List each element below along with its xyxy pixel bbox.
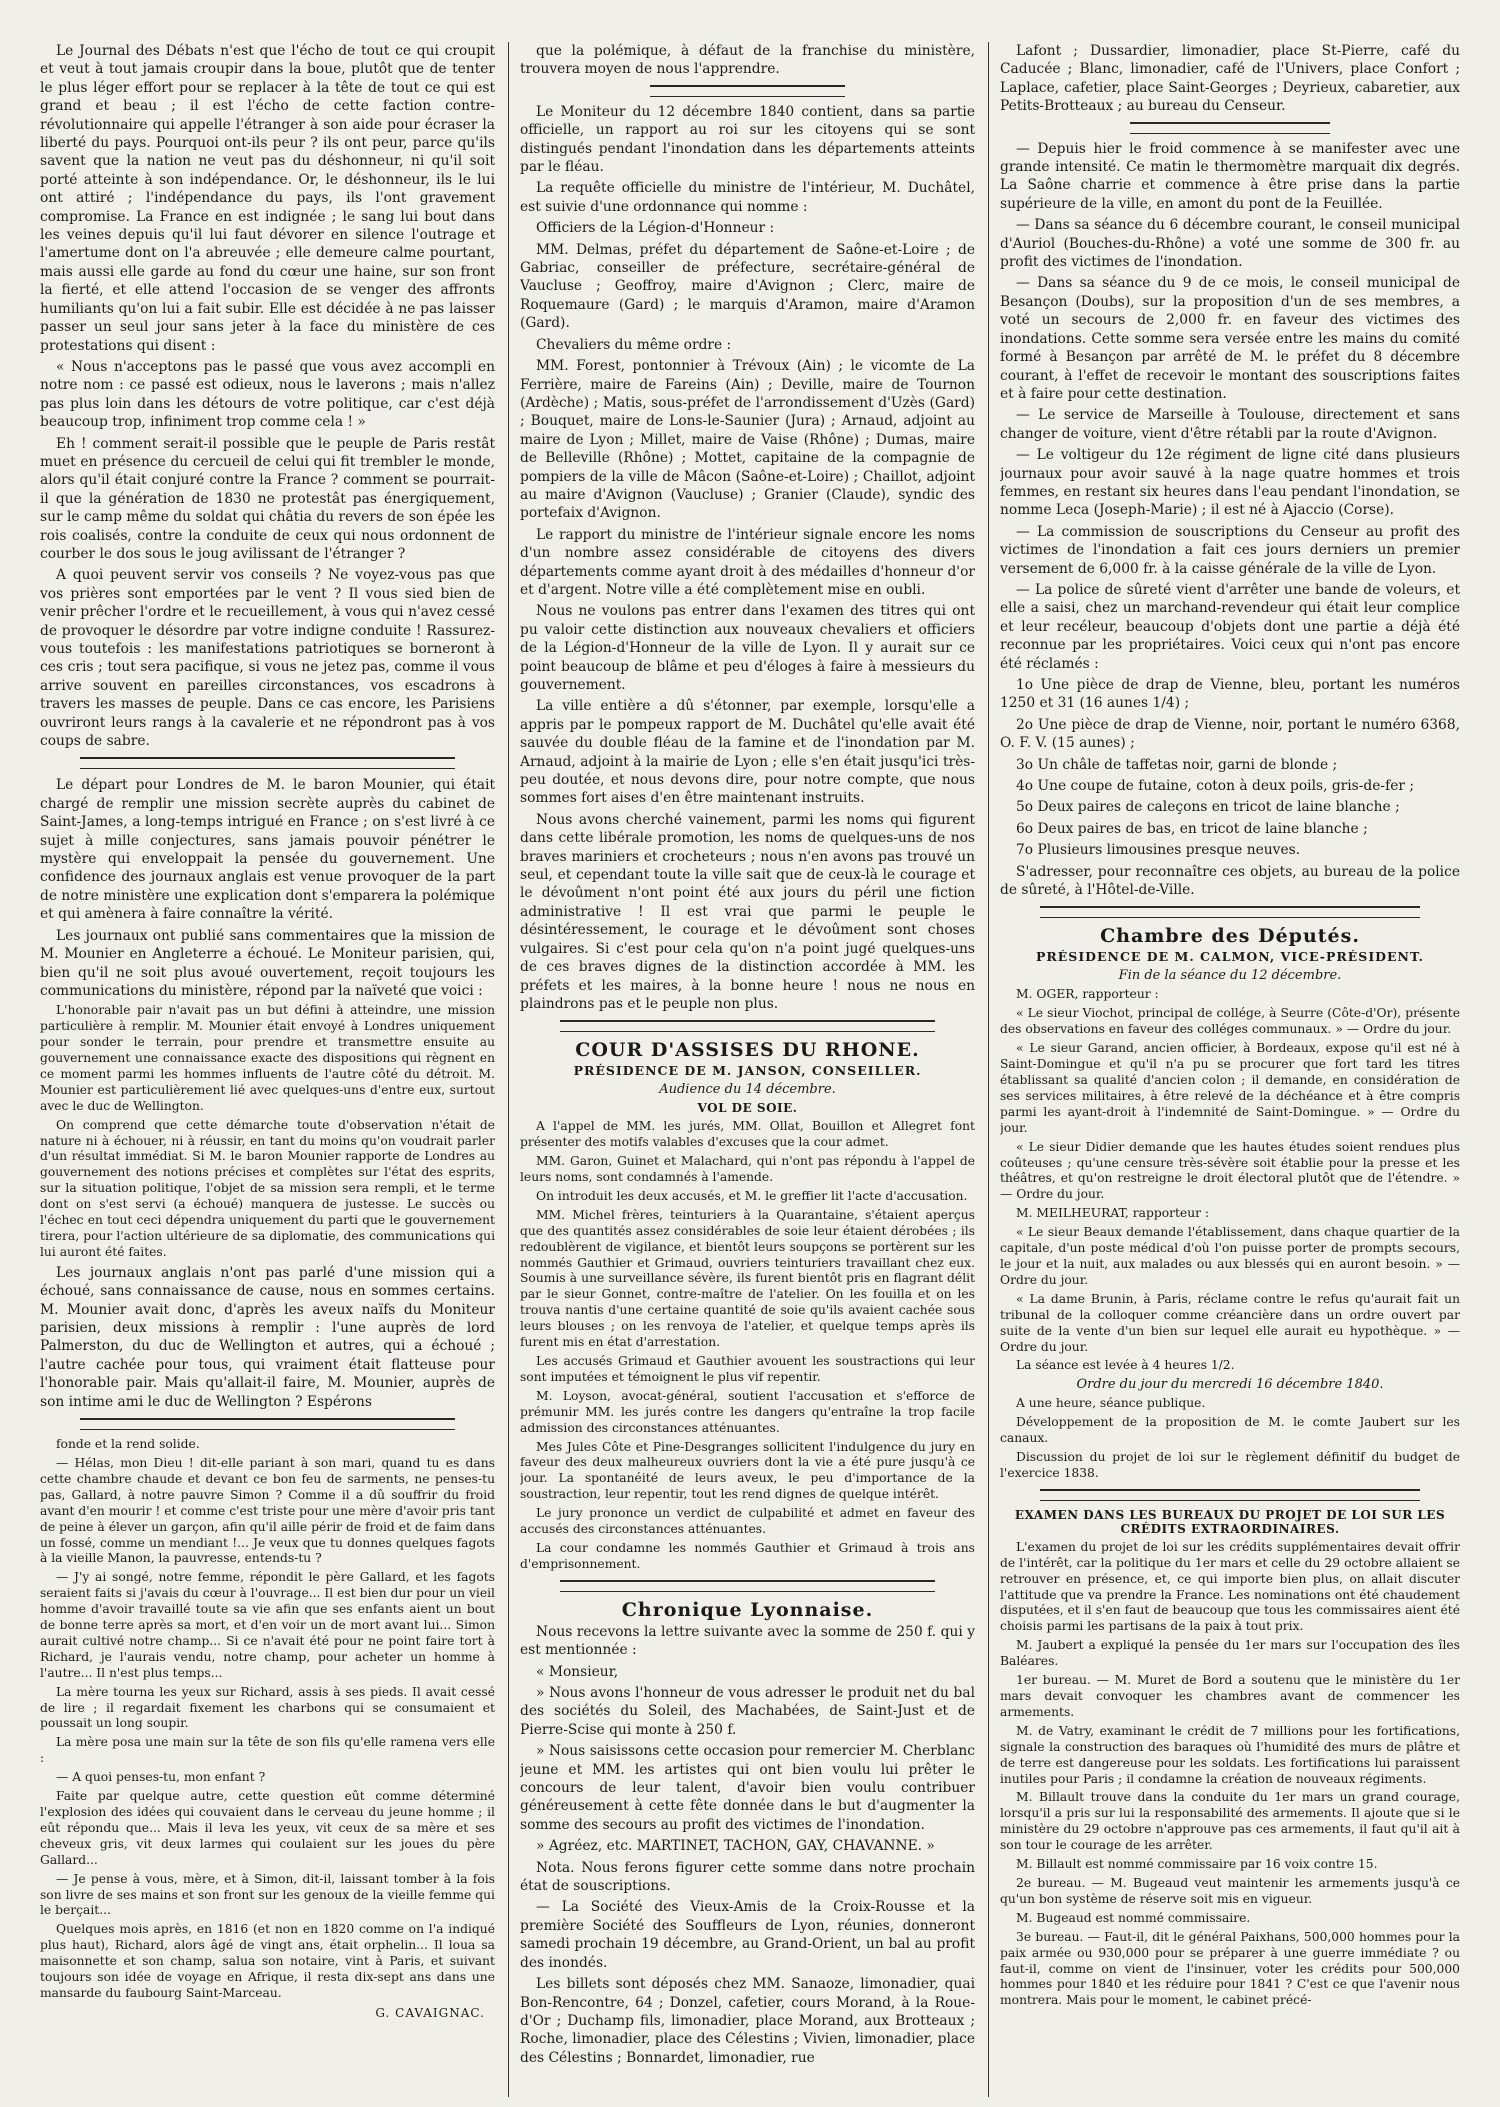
column-rule-1 (508, 42, 509, 2097)
examen-paragraph: M. Jaubert a expliqué la pensée du 1er mars sur l'occupation des îles Baléares. (1000, 1638, 1460, 1669)
chronique-heading: Chronique Lyonnaise. (621, 1598, 874, 1621)
article-paragraph: La ville entière a dû s'étonner, par exemple, lorsqu'elle a appris par le pompeux rapport de M. Duchâtel qu'elle avait été sauvée du double fléau de la famine et de l'inondation par M. Arnaud, adjoint à la mairie de Lyon ; elle s'en était jusqu'ici très-peu doutée, et nous devons dire, pour notre compte, que nous sommes fort aises d'en être maintenant instruits. (520, 698, 975, 807)
court-paragraph: On introduit les deux accusés, et M. le greffier lit l'acte d'accusation. (536, 1188, 968, 1203)
examen-paragraph: M. de Vatry, examinant le crédit de 7 millions pour les fortifications, signale la construction des baraques où l'humidité des murs de plâtre et de terre est dangereuse pour les soldats. Les fortifications lui paraissent inutiles pour Paris ; il condamne la création de nouveaux régiments. (1000, 1723, 1460, 1786)
article-paragraph: Le Moniteur du 12 décembre 1840 contient, dans sa partie officielle, un rapport au roi sur les citoyens qui se sont distingués pendant l'inondation dans les départements atteints par le fléau. (520, 103, 975, 176)
chambre-heading: Chambre des Députés. (1100, 925, 1360, 948)
section-divider (80, 757, 455, 769)
article-paragraph: — La Société des Vieux-Amis de la Croix-Rousse et la première Société des Souffleurs de Lyon, réunies, donneront samedi prochain 19 décembre, au Grand-Orient, un bal au profit des inondés. (520, 1899, 975, 1971)
list-item: 5o Deux paires de caleçons en tricot de laine blanche ; (1016, 799, 1400, 816)
debate-paragraph: M. OGER, rapporteur : (1016, 987, 1159, 1002)
chambre-presidency: PRÉSIDENCE DE M. CALMON, VICE-PRÉSIDENT. (1035, 949, 1425, 965)
article-paragraph: » Nous avons l'honneur de vous adresser le produit net du bal des sociétés du Soleil, des Machabées, de Saint-Just et de Pierre-Scise qui monte à 250 f. (520, 1685, 975, 1738)
feuilleton-paragraph: — Je pense à vous, mère, et à Simon, dit-il, laissant tomber à la fois son livre de ses mains et son front sur les genoux de la vieille femme qui le berçait... (40, 1871, 495, 1918)
agenda-heading: Ordre du jour du mercredi 16 décembre 1840. (1076, 1377, 1384, 1393)
article-paragraph: — Le service de Marseille à Toulouse, directement et sans changer de voiture, vient d'être rétabli par la route d'Avignon. (1000, 407, 1460, 442)
article-paragraph: « Nous n'acceptons pas le passé que vous avez accompli en notre nom : ce passé est odieux, nous le laverons ; mais n'allez pas plus loin dans les détours de votre politique, car c'est déjà beaucoup trop, infiniment trop comme cela ! » (40, 358, 495, 431)
debate-paragraph: « Le sieur Beaux demande l'établissement, dans chaque quartier de la capitale, d'un poste médical d'où l'on puisse porter de prompts secours, le jour et la nuit, aux malades ou aux blessés qui en auront besoin. » — Ordre du jour. (1000, 1225, 1460, 1287)
debate-paragraph: « La dame Brunin, à Paris, réclame contre le refus qu'aurait fait un tribunal de la colloquer comme créancière dans un ordre ouvert par suite de la vente d'un bien sur lequel elle aurait eu hypothèque. » — Ordre du jour. (1000, 1291, 1460, 1354)
assises-date: Audience du 14 décembre. (659, 1082, 836, 1098)
article-paragraph: Nous avons cherché vainement, parmi les noms qui figurent dans cette libérale promotion, les noms de quelques-uns de nos braves mariniers et crocheteurs ; nous n'en avons pas trouvé un seul, et cependant toute la ville sait que de ceux-là le courage et le dévoûment n'ont point été aux jours du péril une fiction administrative ! Il est vrai que parmi le peuple le désintéressement, le courage et le dévoûment sont choses vulgaires. Si c'est pour cela qu'on n'a point jugé quelques-uns de ces braves dignes de la distinction accordée à MM. les préfets et les maires, à la bonne heure ! nous ne nous en plaindrons pas et le peuple non plus. (520, 811, 975, 1012)
examen-paragraph: M. Billault est nommé commissaire par 16 voix contre 15. (1016, 1857, 1378, 1872)
article-paragraph: Le rapport du ministre de l'intérieur signale encore les noms d'un nombre assez considérable de citoyens des divers départements comme ayant droit à des médailles d'honneur d'or et d'argent. Notre ville a été complètement mise en oubli. (520, 526, 975, 598)
agenda-paragraph: A une heure, séance publique. (1016, 1396, 1206, 1411)
article-paragraph: Les journaux ont publié sans commentaires que la mission de M. Mounier en Angleterre a échoué. Le Moniteur parisien, qui, bien qu'il ne soit plus avoué ouvertement, reçoit toujours les communications du ministère, répond par la naïveté que voici : (40, 927, 495, 999)
debate-paragraph: La séance est levée à 4 heures 1/2. (1016, 1358, 1235, 1373)
examen-paragraph: 1er bureau. — M. Muret de Bord a soutenu que le ministère du 1er mars devait convoquer les chambres avant de commencer les armements. (1000, 1673, 1460, 1719)
article-paragraph: La requête officielle du ministre de l'intérieur, M. Duchâtel, est suivie d'une ordonnance qui nomme : (520, 180, 975, 215)
section-divider (560, 1020, 935, 1032)
examen-paragraph: 3e bureau. — Faut-il, dit le général Paixhans, 500,000 hommes pour la paix armée ou 930,000 pour se préparer à une guerre immédiate ? ou faut-il, comme on vient de l'insinuer, voter les crédits pour 500,000 hommes pour 1840 et les réduire pour 1841 ? C'est ce que l'avenir nous montrera. Mais pour le moment, le cabinet précé- (1000, 1929, 1460, 2008)
article-paragraph: Nota. Nous ferons figurer cette somme dans notre prochain état de souscriptions. (520, 1859, 975, 1895)
quoted-paragraph: L'honorable pair n'avait pas un but défini à atteindre, une mission particulière à remplir. M. Mounier était envoyé à Londres uniquement pour sonder le terrain, pour prendre et transmettre ensuite au gouvernement une connaissance exacte des dispositions qui règnent en ce moment parmi les hommes influents de l'autre côté du détroit. M. Mounier est particulièrement lié avec quelques-uns d'entre eux, surtout avec le duc de Wellington. (40, 1003, 495, 1113)
court-paragraph: Le jury prononce un verdict de culpabilité et admet en faveur des accusés des circonstances atténuantes. (520, 1506, 975, 1537)
debate-paragraph: « Le sieur Didier demande que les hautes études soient rendues plus coûteuses ; qu'une censure très-sévère soit établie pour la presse et les théâtres, et qu'on restreigne le droit électoral plutôt que de l'étendre. » — Ordre du jour. (1000, 1139, 1460, 1202)
article-paragraph: Chevaliers du même ordre : (536, 336, 732, 353)
feuilleton-divider (80, 1418, 455, 1430)
court-paragraph: M. Loyson, avocat-général, soutient l'accusation et s'efforce de prémunir MM. les jurés contre les dangers qu'entraîne la trop facile admission des circonstances atténuantes. (520, 1388, 975, 1435)
article-paragraph: — Depuis hier le froid commence à se manifester avec une grande intensité. Ce matin le thermomètre marquait dix degrés. La Saône charrie et commence à être prise dans la partie supérieure de la ville, en amont du pont de la Feuillée. (1000, 140, 1460, 212)
column-2 (520, 42, 975, 2101)
case-title: VOL DE SOIE. (697, 1101, 798, 1116)
article-paragraph: — Dans sa séance du 9 de ce mois, le conseil municipal de Besançon (Doubs), sur la proposition d'un de ses membres, a voté un secours de 2,000 fr. en faveur des victimes des inondations. Cette somme sera versée entre les mains du comité formé à Besançon par arrêté de M. le préfet du 8 décembre courant, à l'effet de recevoir le montant des souscriptions faites et à faire pour cette destination. (1000, 275, 1460, 402)
article-paragraph: « Monsieur, (536, 1663, 619, 1680)
feuilleton-paragraph: fonde et la rend solide. (56, 1437, 200, 1452)
examen-paragraph: M. Bugeaud est nommé commissaire. (1016, 1910, 1251, 1925)
feuilleton-paragraph: Faite par quelque autre, cette question eût comme déterminé l'explosion des idées qui couvaient dans le cerveau du jeune homme ; il eût répondu que... Mais il leva les yeux, vit ceux de sa mère et ses cheveux gris, vit deux larmes qui coulaient sur les joues du père Gallard... (40, 1789, 495, 1867)
feuilleton-paragraph: La mère posa une main sur la tête de son fils qu'elle ramena vers elle : (40, 1735, 495, 1766)
assises-presidency: PRÉSIDENCE DE M. JANSON, CONSEILLER. (573, 1063, 922, 1079)
article-paragraph: Les journaux anglais n'ont pas parlé d'une mission qui a échoué, sans connaissance de cause, nous en sommes certains. M. Mounier avait donc, d'après les aveux naïfs du Moniteur parisien, deux missions à remplir : l'une auprès de lord Palmerston, du duc de Wellington et autres, qui a échoué ; l'autre cachée pour tous, qui vraiment était flatteuse pour l'honorable pair. Mais qu'allait-il faire, M. Mounier, auprès de son intime ami le duc de Wellington ? Espérons (40, 1264, 495, 1410)
article-paragraph: — La police de sûreté vient d'arrêter une bande de voleurs, et elle a saisi, chez un marchand-revendeur qui était leur complice et leur recéleur, beaucoup d'objets dont une partie a déjà été reconnue par les propriétaires. Voici ceux qui n'ont pas encore été réclamés : (1000, 581, 1460, 672)
section-divider (1130, 122, 1330, 134)
court-paragraph: MM. Garon, Guinet et Malachard, qui n'ont pas répondu à l'appel de leurs noms, sont condamnés à l'amende. (520, 1154, 975, 1185)
article-paragraph: MM. Delmas, préfet du département de Saône-et-Loire ; de Gabriac, conseiller de préfecture, secrétaire-général de Vaucluse ; Geoffroy, maire d'Avignon ; Clerc, maire de Roquemaure (Gard) ; le marquis d'Aramon, maire d'Aramon (Gard). (520, 241, 975, 332)
article-paragraph: — La commission de souscriptions du Censeur au profit des victimes de l'inondation a fait ces jours derniers un premier versement de 6,000 fr. à la caisse générale de la ville de Lyon. (1000, 523, 1460, 577)
article-paragraph: A quoi peuvent servir vos conseils ? Ne voyez-vous pas que vos prières sont emportées par le vent ? Il vous sied bien de venir prêcher l'ordre et le recueillement, à vous qui n'avez cessé de provoquer le désordre par votre indigne conduite ! Rassurez-vous toutefois : les manifestations patriotiques se borneront à ces cris ; tout sera pacifique, si vous ne jetez pas, comme il vous arrive souvent en pareilles circonstances, vos escadrons à travers les masses de peuple. Dans ce cas encore, les Parisiens ouvriront leurs rangs à la cavalerie et ne répondront pas à vos coups de sabre. (40, 567, 495, 750)
feuilleton-paragraph: La mère tourna les yeux sur Richard, assis à ses pieds. Il avait cessé de lire ; il regardait fixement les charbons qui se consumaient et poussait un long soupir. (40, 1684, 495, 1731)
article-paragraph: Officiers de la Légion-d'Honneur : (536, 220, 775, 237)
list-item: 4o Une coupe de futaine, coton à deux poils, gris-de-fer ; (1016, 778, 1414, 795)
court-paragraph: La cour condamne les nommés Gauthier et Grimaud à trois ans d'emprisonnement. (520, 1540, 975, 1571)
article-paragraph: Le départ pour Londres de M. le baron Mounier, qui était chargé de remplir une mission secrète auprès du cabinet de Saint-James, a long-temps intrigué en France ; on s'est livré à ce sujet à mille conjectures, sans jamais pouvoir pénétrer le mystère qui enveloppait la pensée du gouvernement. Une confidence des journaux anglais est venue provoquer de la part de notre ministère une explication dont s'emparera la polémique et qui amènera à faire connaître la vérité. (40, 777, 495, 923)
article-paragraph: — Dans sa séance du 6 décembre courant, le conseil municipal d'Auriol (Bouches-du-Rhône) a voté une somme de 300 fr. au profit des victimes de l'inondation. (1000, 217, 1460, 271)
feuilleton-paragraph: — A quoi penses-tu, mon enfant ? (56, 1770, 266, 1785)
chambre-session: Fin de la séance du 12 décembre. (1118, 968, 1342, 984)
column-1 (40, 42, 495, 2101)
section-divider (1040, 1489, 1420, 1501)
article-paragraph: MM. Forest, pontonnier à Trévoux (Ain) ; le vicomte de La Ferrière, maire de Fareins (Ain) ; Deville, maire de Tournon (Ardèche) ; Matis, sous-préfet de l'arrondissement d'Uzès (Gard) ; Bouquet, maire de Lons-le-Saunier (Jura) ; Arnaud, adjoint au maire de Lyon ; Millet, maire de Vaise (Rhône) ; Dumas, maire de Belleville (Rhône) ; Mottet, capitaine de la compagnie de pompiers de la ville de Mâcon (Saône-et-Loire) ; Chaillot, adjoint au maire d'Avignon (Vaucluse) ; Granier (Claude), syndic des portefaix d'Avignon. (520, 358, 975, 522)
article-paragraph: Lafont ; Dussardier, limonadier, place St-Pierre, café du Caducée ; Blanc, limonadier, café de l'Univers, place Confort ; Laplace, cafetier, place Saint-Georges ; Deyrieux, cabaretier, aux Petits-Brotteaux ; au bureau du Censeur. (1000, 43, 1460, 115)
article-paragraph: que la polémique, à défaut de la franchise du ministère, trouvera moyen de nous l'apprendre. (520, 43, 975, 78)
feuilleton-paragraph: — J'y ai songé, notre femme, répondit le père Gallard, et les fagots seraient faits si j'avais du cœur à l'ouvrage... Il est bien dur pour un vieil homme d'avoir travaillé toute sa vie afin que ses enfants aient un bout de bonne terre après sa mort, et d'en voir un de mort avant lui... Simon aurait cultivé notre champ... Si ce n'avait été pour ne point faire tort à Richard, je l'aurais vendu, notre champ, pour acheter un homme à l'autre... Il n'est plus temps... (40, 1570, 495, 1680)
examen-heading: EXAMEN DANS LES BUREAUX DU PROJET DE LOI SUR LES CRÉDITS EXTRAORDINAIRES. (1014, 1507, 1446, 1536)
article-paragraph: Nous ne voulons pas entrer dans l'examen des titres qui ont pu valoir cette distinction aux nouveaux chevaliers et officiers de la Légion-d'Honneur de la ville de Lyon. Il y aurait sur ce point beaucoup de blâme et peu d'éloges à faire à messieurs du gouvernement. (520, 603, 975, 693)
examen-paragraph: M. Billault trouve dans la conduite du 1er mars un grand courage, lorsqu'il a pris sur lui la responsabilité des armements. Il ajoute que si le ministère du 29 octobre n'approuve pas ces armements, il faut qu'il ait à son tour le courage de les arrêter. (1000, 1790, 1460, 1853)
column-3 (1000, 42, 1460, 2101)
court-paragraph: MM. Michel frères, teinturiers à la Quarantaine, s'étaient aperçus que des quantités assez considérables de soie leur étaient dérobées ; ils redoublèrent de vigilance, et bientôt leurs soupçons se portèrent sur les nommés Gauthier et Grimaud, ouvriers teinturiers travaillant chez eux. Soumis à une surveillance sévère, ils furent bientôt pris en flagrant délit par le sieur Gonnet, contre-maître de l'atelier. On les fouilla et on les trouva nantis d'une certaine quantité de soie qu'ils avaient cachée sous leurs blouses ; on les renvoya de l'atelier, et quelque temps après ils furent mis en état d'arrestation. (520, 1207, 975, 1350)
article-paragraph: Nous recevons la lettre suivante avec la somme de 250 f. qui y est mentionnée : (520, 1623, 975, 1659)
feuilleton-paragraph: Quelques mois après, en 1816 (et non en 1820 comme on l'a indiqué plus haut), Richard, alors âgé de vingt ans, était orphelin... Il loua sa maisonnette et son champ, salua son notaire, vint à Paris, et suivant toujours son idée de voyage en Afrique, il resta dix-sept ans dans une mansarde du faubourg Saint-Marceau. (40, 1922, 495, 2000)
article-paragraph: Eh ! comment serait-il possible que le peuple de Paris restât muet en présence du cercueil de celui qui fit trembler le monde, alors qu'il était conjuré contre la France ? comment se pourrait-il que la génération de 1830 ne protestât pas énergiquement, sur le camp même du soldat qui châtia du revers de son épée les rois coalisés, contre la conduite de ceux qui nous ordonnent de courber le dos sous le joug avilissant de l'étranger ? (40, 435, 495, 562)
court-paragraph: Mes Jules Côte et Pine-Desgranges sollicitent l'indulgence du jury en faveur des deux malheureux ouvriers dont la vie a été pure jusqu'à ce jour. La spontanéité de leurs aveux, le peu d'importance de la soustraction, leur repentir, tout les rend dignes de quelque intérêt. (520, 1439, 975, 1502)
article-paragraph: — Le voltigeur du 12e régiment de ligne cité dans plusieurs journaux pour avoir sauvé à la nage quatre hommes et trois femmes, en restant six heures dans l'eau pendant l'inondation, se nomme Leca (Joseph-Marie) ; il est né à Ajaccio (Corse). (1000, 447, 1460, 519)
agenda-paragraph: Discussion du projet de loi sur le règlement définitif du budget de l'exercice 1838. (1000, 1450, 1460, 1480)
article-paragraph: Le Journal des Débats n'est que l'écho de tout ce qui croupit et veut à tout jamais croupir dans la boue, plutôt que de tenter le plus léger effort pour se replacer à la tête de tout ce qui est grand et beau ; il est l'écho de cette faction contre-révolutionnaire qui appelle l'étranger à son aide pour écraser la liberté du pays. Pourquoi ont-ils peur ? ils ont peur, parce qu'ils savent que la nation ne veut pas du déshonneur, ni qu'il soit porté atteinte à son indépendance. Or, le déshonneur, ils le lui ont attiré ; l'indépendance du pays, ils l'ont gravement compromise. La France en est indignée ; le sang lui bout dans les veines depuis qu'il lui faut dévorer en silence l'outrage et l'amertume dont on l'a abreuvée ; elle demeure calme pourtant, mais aussi elle garde au fond du cœur une haine, sur son front la fierté, et elle attend l'occasion de se venger des affronts humiliants qu'on lui a fait subir. Elle est décidée à ne pas laisser passer un seul jour sans jeter à la face du ministère de ces protestations qui disent : (40, 43, 495, 354)
author-signature: G. CAVAIGNAC. (375, 2005, 485, 2020)
list-item: 6o Deux paires de bas, en tricot de laine blanche ; (1016, 820, 1368, 837)
article-paragraph: S'adresser, pour reconnaître ces objets, au bureau de la police de sûreté, à l'Hôtel-de-Ville. (1000, 863, 1460, 899)
court-paragraph: Les accusés Grimaud et Gauthier avouent les soustractions qui leur sont imputées et témoignent le plus vif repentir. (520, 1354, 975, 1384)
list-item: 7o Plusieurs limousines presque neuves. (1016, 842, 1301, 859)
debate-paragraph: « Le sieur Garand, ancien officier, à Bordeaux, expose qu'il est né à Saint-Domingue et qu'il n'a pu se procurer que fort tard les titres établissant sa qualité d'ancien colon ; il demande, en considération de ses services militaires, à être relevé de la déchéance et à être compris parmi les ayant-droit à l'indemnité de Saint-Domingue. » — Ordre du jour. (1000, 1041, 1460, 1135)
assises-heading: COUR D'ASSISES DU RHONE. (575, 1039, 920, 1062)
court-paragraph: A l'appel de MM. les jurés, MM. Ollat, Bouillon et Allegret font présenter des motifs valables d'excuses que la cour admet. (520, 1119, 975, 1150)
list-item: 3o Un châle de taffetas noir, garni de blonde ; (1016, 756, 1338, 773)
section-divider (650, 85, 845, 97)
quoted-paragraph: On comprend que cette démarche toute d'observation n'était de nature ni à échouer, ni à réussir, en tant du moins qu'on voudrait parler d'un résultat immédiat. Si M. le baron Mounier rapporte de Londres au gouvernement des notions précises et complètes sur l'état des esprits, sur la situation politique, l'objet de sa mission sera rempli, et le terme dont on s'est servi (a échoué) manquera de justesse. Le succès ou l'échec en tout ceci dépendra uniquement du parti que le gouvernement tirera, pour l'action ultérieure de sa diplomatie, des communications qui lui auront été faites. (40, 1117, 495, 1259)
article-paragraph: » Agréez, etc. MARTINET, TACHON, GAY, CHAVANNE. » (536, 1838, 935, 1855)
debate-paragraph: « Le sieur Viochot, principal de collége, à Seurre (Côte-d'Or), présente des observations en faveur des colléges communaux. » — Ordre du jour. (1000, 1006, 1460, 1037)
list-item: 2o Une pièce de drap de Vienne, noir, portant le numéro 6368, O. F. V. (15 aunes) ; (1000, 716, 1460, 752)
feuilleton-paragraph: — Hélas, mon Dieu ! dit-elle pariant à son mari, quand tu es dans cette chambre chaude et devant ce bon feu de sarments, ne penses-tu pas, Gallard, à notre pauvre Simon ? Comme il a dû souffrir du froid avant d'en mourir ! et comme c'est triste pour une mère d'avoir pris tant de peine à élever un garçon, afin qu'il aille périr de froid et de faim dans un fossé, comme un mendiant !... Je veux que tu donnes quelques fagots à la vieille Manon, la pauvresse, entends-tu ? (40, 1455, 495, 1566)
list-item: 1o Une pièce de drap de Vienne, bleu, portant les numéros 1250 et 31 (16 aunes 1/4) ; (1000, 677, 1460, 712)
agenda-paragraph: Développement de la proposition de M. le comte Jaubert sur les canaux. (1000, 1415, 1460, 1446)
examen-paragraph: 2e bureau. — M. Bugeaud veut maintenir les armements jusqu'à ce qu'un bon système de réserve soit mis en vigueur. (1000, 1875, 1460, 1906)
debate-paragraph: M. MEILHEURAT, rapporteur : (1016, 1206, 1210, 1221)
column-rule-2 (988, 42, 989, 2097)
section-divider (1040, 906, 1420, 918)
article-paragraph: » Nous saisissons cette occasion pour remercier M. Cherblanc jeune et MM. les artistes qui ont bien voulu lui prêter le concours de leur talent, d'avoir bien voulu contribuer généreusement à cette fête donnée dans le but d'augmenter la somme des secours au profit des victimes de l'inondation. (520, 1743, 975, 1833)
article-paragraph: Les billets sont déposés chez MM. Sanaoze, limonadier, quai Bon-Rencontre, 64 ; Donzel, cafetier, cours Morand, à la Roue-d'Or ; Duchamp fils, limonadier, place Morand, aux Brotteaux ; Roche, limonadier, place des Célestins ; Vivien, limonadier, place des Célestins ; Bonnardet, limonadier, rue (520, 1976, 975, 2066)
examen-paragraph: L'examen du projet de loi sur les crédits supplémentaires devait offrir de l'intérêt, car la politique du 1er mars et celle du 29 octobre allaient se retrouver en présence, et, ce qui importe bien plus, on allait discuter l'attitude que va prendre la France. Les nominations ont été chaudement disputées, et il s'en faut de beaucoup que tous les commissaires aient été choisis parmi les partisans de la paix à tout prix. (1000, 1539, 1460, 1634)
section-divider (560, 1580, 935, 1592)
